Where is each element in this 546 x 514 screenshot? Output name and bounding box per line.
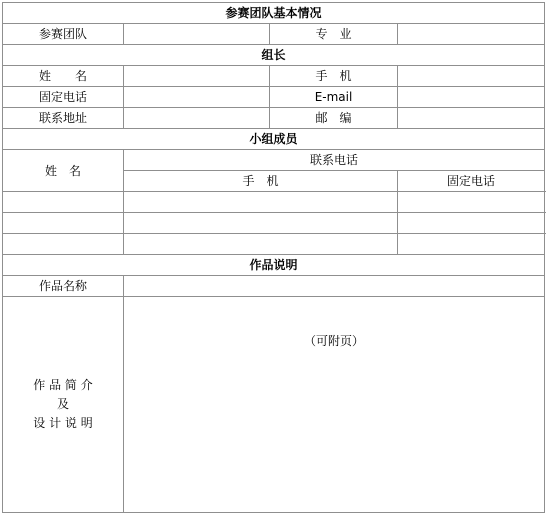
member-landline-header: 固定电话 — [398, 171, 545, 192]
team-label: 参赛团队 — [3, 24, 124, 45]
leader-address-input-cell[interactable] — [124, 108, 270, 129]
members-section-heading: 小组成员 — [3, 129, 545, 150]
member-landline-input-cell[interactable] — [398, 234, 545, 255]
leader-email-input-cell[interactable] — [398, 87, 545, 108]
member-landline-input-cell[interactable] — [398, 192, 545, 213]
member-mobile-input-cell[interactable] — [124, 234, 398, 255]
leader-address-label: 联系地址 — [3, 108, 124, 129]
leader-email-label: E-mail — [270, 87, 398, 108]
work-intro-label-line: 设 计 说 明 — [33, 416, 93, 430]
leader-postcode-input-cell[interactable] — [398, 108, 545, 129]
member-landline-input-cell[interactable] — [398, 213, 545, 234]
member-mobile-header: 手 机 — [124, 171, 398, 192]
member-row — [3, 234, 545, 255]
major-input-cell[interactable] — [398, 24, 545, 45]
work-section-heading: 作品说明 — [3, 255, 545, 276]
member-name-input-cell[interactable] — [3, 192, 124, 213]
work-intro-label-line: 及 — [56, 397, 69, 411]
work-intro-label-line: 作 品 简 介 — [33, 378, 93, 392]
member-row — [3, 213, 545, 234]
work-name-label: 作品名称 — [3, 276, 124, 297]
member-row — [3, 192, 545, 213]
leader-postcode-label: 邮 编 — [270, 108, 398, 129]
member-name-header: 姓 名 — [3, 150, 124, 192]
attach-page-note: （可附页） — [304, 334, 365, 348]
work-intro-input-cell[interactable] — [124, 297, 545, 513]
leader-name-input-cell[interactable] — [124, 66, 270, 87]
leader-mobile-label: 手 机 — [270, 66, 398, 87]
leader-mobile-input-cell[interactable] — [398, 66, 545, 87]
leader-landline-input-cell[interactable] — [124, 87, 270, 108]
leader-landline-label: 固定电话 — [3, 87, 124, 108]
member-name-input-cell[interactable] — [3, 213, 124, 234]
team-input-cell[interactable] — [124, 24, 270, 45]
work-name-input-cell[interactable] — [124, 276, 545, 297]
leader-section-heading: 组长 — [3, 45, 545, 66]
work-intro-label — [3, 297, 124, 513]
registration-form-table — [2, 2, 545, 513]
major-label: 专 业 — [270, 24, 398, 45]
member-contact-header: 联系电话 — [124, 150, 545, 171]
form-title: 参赛团队基本情况 — [3, 3, 545, 24]
member-mobile-input-cell[interactable] — [124, 192, 398, 213]
leader-name-label: 姓 名 — [3, 66, 124, 87]
member-name-input-cell[interactable] — [3, 234, 124, 255]
member-mobile-input-cell[interactable] — [124, 213, 398, 234]
